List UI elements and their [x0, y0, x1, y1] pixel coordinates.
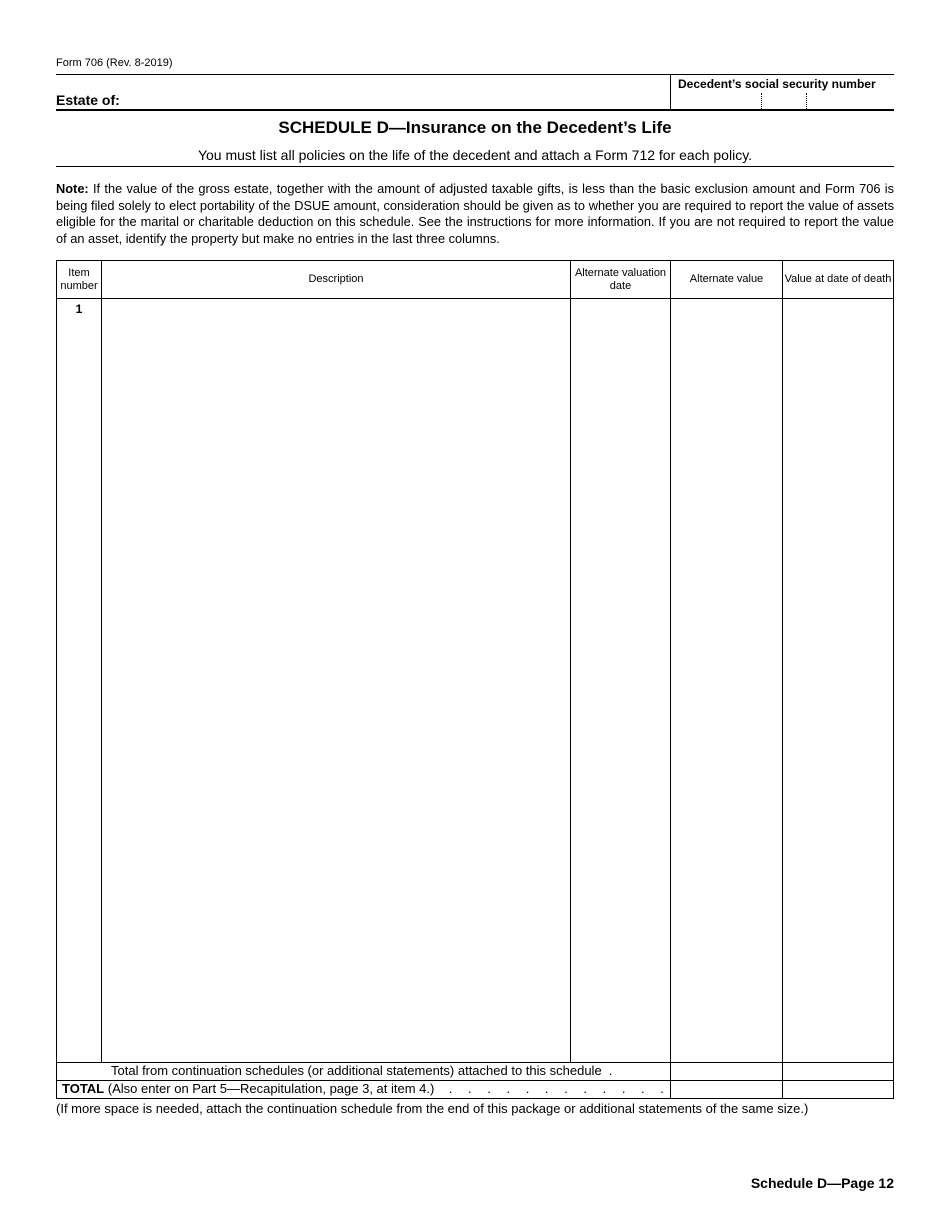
more-space-note: (If more space is needed, attach the continuation schedule from the end of this package or additional statements of the same size.) — [56, 1101, 809, 1116]
ssn-separator — [806, 93, 807, 109]
schedule-title: SCHEDULE D—Insurance on the Decedent’s Life — [278, 118, 672, 137]
header-bottom-rule — [56, 109, 894, 111]
col-header-description: Description — [308, 273, 364, 285]
ssn-label: Decedent’s social security number — [678, 77, 876, 91]
col-header-value-date-of-death: Value at date of death — [784, 273, 892, 285]
schedule-subtitle: You must list all policies on the life of the decedent and attach a Form 712 for each policy. — [197, 147, 753, 163]
form-number: Form 706 (Rev. 8-2019) — [56, 57, 173, 69]
continuation-alt-value-field[interactable] — [671, 1063, 782, 1080]
note-paragraph — [56, 181, 894, 247]
col-header-item-number: Item number — [60, 266, 98, 292]
page-label: Schedule D—Page 12 — [750, 1175, 894, 1191]
value-at-death-entry-area[interactable] — [783, 299, 893, 1062]
continuation-value-field[interactable] — [783, 1063, 893, 1080]
estate-label: Estate of: — [56, 92, 120, 108]
total-alt-value-field[interactable] — [671, 1081, 782, 1098]
total-label: TOTAL (Also enter on Part 5—Recapitulation, page 3, at item 4.) . . . . . . . . . . . . — [62, 1081, 670, 1096]
alt-valuation-date-entry-area[interactable] — [571, 299, 670, 1062]
alt-value-entry-area[interactable] — [671, 299, 782, 1062]
col-header-alt-value: Alternate value — [689, 273, 764, 285]
note-label: Note: — [56, 181, 89, 196]
total-value-field[interactable] — [783, 1081, 893, 1098]
title-rule — [56, 166, 894, 167]
schedule-table — [56, 260, 894, 1099]
continuation-total-label: Total from continuation schedules (or additional statements) attached to this schedule . — [111, 1063, 613, 1078]
ssn-separator — [761, 93, 762, 109]
item-number-1: 1 — [75, 302, 83, 316]
col-header-alt-valuation-date: Alternate valuation date — [574, 266, 667, 292]
description-entry-area[interactable] — [102, 299, 570, 1062]
ssn-field[interactable] — [670, 75, 895, 109]
note-text: If the value of the gross estate, together with the amount of adjusted taxable gifts, is less than the basic exclusion amount and Form 706 is being filed solely to elect portability of the DSUE amount, consideration should be given as to whether you are required to report the value of assets eligible for the marital or charitable deduction on this schedule. See the instructions for more information. If you are not required to report the value of an asset, identify the property but make no entries in the last three columns. — [56, 181, 894, 246]
